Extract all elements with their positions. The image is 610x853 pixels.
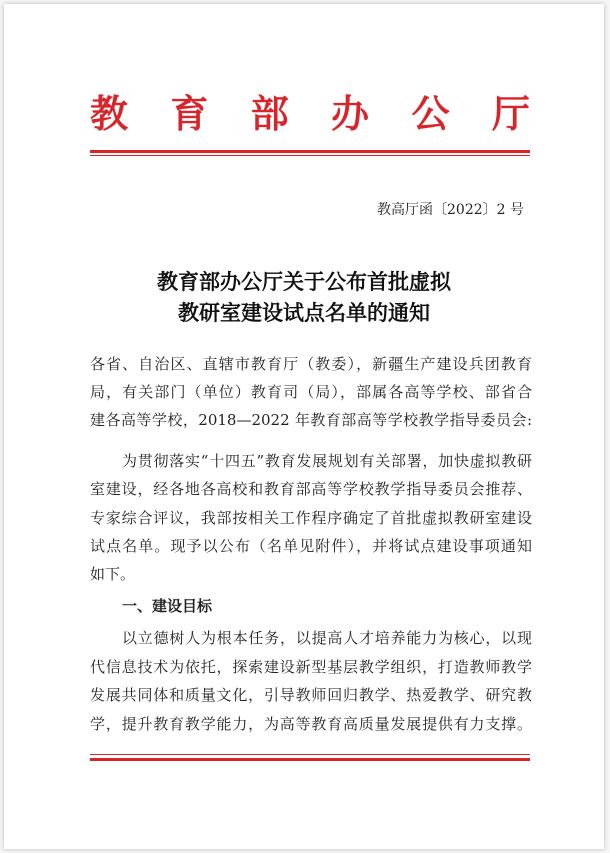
issuer-char: 公	[411, 91, 450, 136]
body-line: 室建设，经各地各高校和教育部高等学校教学指导委员会推荐、	[90, 480, 532, 498]
issuer-char: 部	[250, 91, 289, 136]
body-line: 代信息技术为依托，探索建设新型基层教学组织，打造教师教学	[90, 658, 532, 676]
issuer-header	[90, 88, 530, 140]
issuer-char: 育	[170, 91, 209, 136]
document-number: 教高厅函〔2022〕2 号	[377, 202, 524, 218]
body-line: 发展共同体和质量文化，引导教师回归教学、热爱教学、研究教	[90, 686, 532, 704]
header-rule-thick	[90, 150, 530, 153]
body-line: 学，提升教育教学能力，为高等教育高质量发展提供有力支撑。	[90, 715, 532, 733]
body-line: 为贯彻落实“十四五”教育发展规划有关部署，加快虚拟教研	[122, 452, 532, 470]
header-rule-thin	[90, 155, 530, 156]
document-title-line-2: 教研室建设试点名单的通知	[178, 300, 430, 325]
issuer-char: 教	[90, 91, 129, 136]
body-line: 各省、自治区、直辖市教育厅（教委），新疆生产建设兵团教育	[90, 355, 532, 373]
body-line: 试点名单。现予以公布（名单见附件），并将试点建设事项通知	[90, 537, 532, 555]
document-title-line-1: 教育部办公厅关于公布首批虚拟	[157, 269, 451, 294]
issuer-char: 办	[331, 91, 370, 136]
footer-rule-thick	[90, 758, 530, 761]
footer-rule-thin	[90, 754, 530, 755]
body-line: 局，有关部门（单位）教育司（局），部属各高等学校、部省合	[90, 383, 532, 401]
body-line: 以立德树人为根本任务，以提高人才培养能力为核心，以现	[122, 629, 532, 647]
body-line: 专家综合评议，我部按相关工作程序确定了首批虚拟教研室建设	[90, 509, 532, 527]
body-line: 建各高等学校，2018—2022 年教育部高等学校教学指导委员会:	[90, 411, 532, 429]
document-page	[4, 4, 604, 849]
section-heading: 一、建设目标	[122, 597, 213, 615]
body-line: 如下。	[90, 565, 136, 583]
issuer-char: 厅	[491, 91, 530, 136]
